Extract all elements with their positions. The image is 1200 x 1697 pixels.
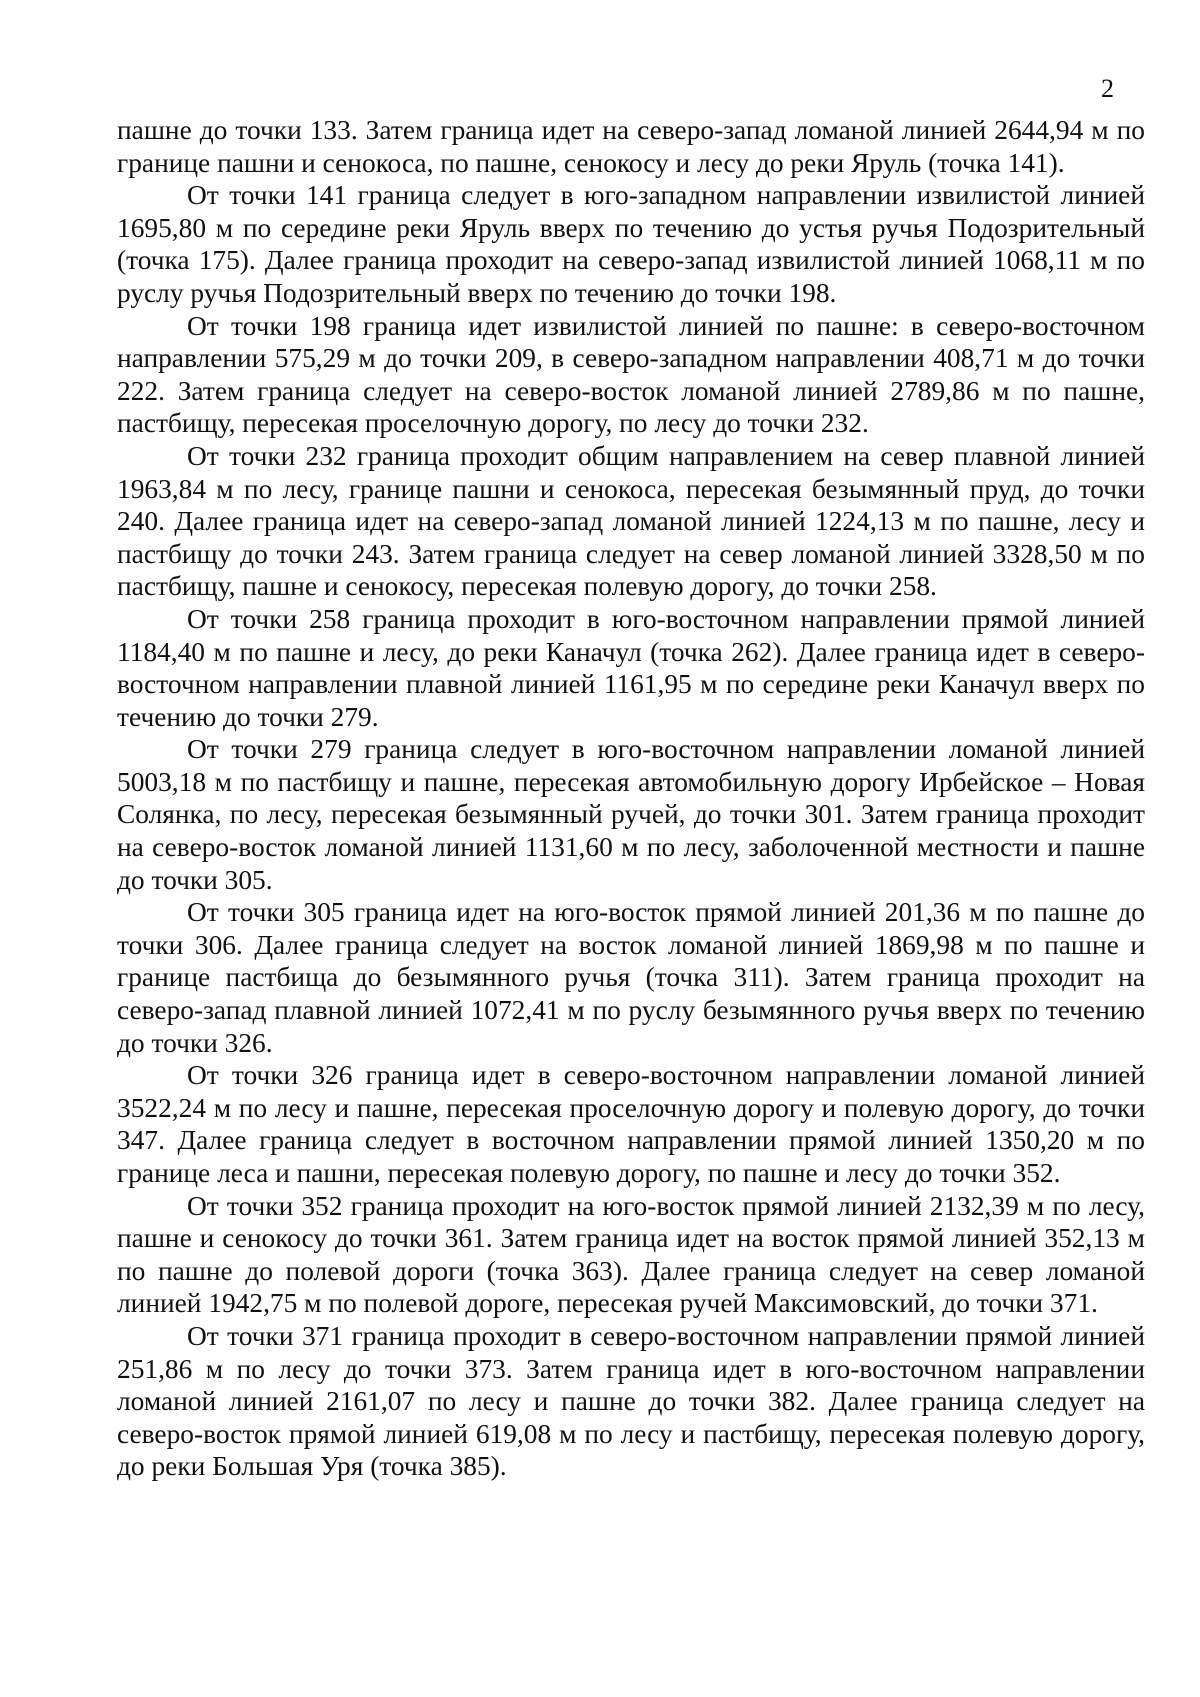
document-body — [117, 114, 1145, 1483]
paragraph: От точки 232 граница проходит общим направлением на север плавной линией 1963,84 м по лесу, границе пашни и сенокоса, пересекая безымянный пруд, до точки 240. Далее граница идет на северо-запад ломаной линией 1224,13 м по пашне, лесу и пастбищу до точки 243. Затем граница следует на север ломаной линией 3328,50 м по пастбищу, пашне и сенокосу, пересекая полевую дорогу, до точки 258. — [117, 440, 1145, 602]
paragraph: От точки 198 граница идет извилистой линией по пашне: в северо-восточном направлении 575,29 м до точки 209, в северо-западном направлении 408,71 м до точки 222. Затем граница следует на северо-восток ломаной линией 2789,86 м по пашне, пастбищу, пересекая проселочную дорогу, по лесу до точки 232. — [117, 310, 1145, 439]
paragraph: От точки 305 граница идет на юго-восток прямой линией 201,36 м по пашне до точки 306. Далее граница следует на восток ломаной линией 1869,98 м по пашне и границе пастбища до безымянного ручья (точка 311). Затем граница проходит на северо-запад плавной линией 1072,41 м по руслу безымянного ручья вверх по течению до точки 326. — [117, 897, 1145, 1058]
paragraph-continuation: пашне до точки 133. Затем граница идет на северо-запад ломаной линией 2644,94 м по границе пашни и сенокоса, по пашне, сенокосу и лесу до реки Яруль (точка 141). — [117, 115, 1145, 178]
paragraph: От точки 279 граница следует в юго-восточном направлении ломаной линией 5003,18 м по пастбищу и пашне, пересекая автомобильную дорогу Ирбейское – Новая Солянка, по лесу, пересекая безымянный ручей, до точки 301. Затем граница проходит на северо-восток ломаной линией 1131,60 м по лесу, заболоченной местности и пашне до точки 305. — [117, 734, 1145, 895]
page-number: 2 — [1101, 74, 1114, 103]
paragraph: От точки 326 граница идет в северо-восточном направлении ломаной линией 3522,24 м по лесу и пашне, пересекая проселочную дорогу и полевую дорогу, до точки 347. Далее граница следует в восточном направлении прямой линией 1350,20 м по границе леса и пашни, пересекая полевую дорогу, по пашне и лесу до точки 352. — [117, 1060, 1145, 1188]
paragraph: От точки 141 граница следует в юго-западном направлении извилистой линией 1695,80 м по середине реки Яруль вверх по течению до устья ручья Подозрительный (точка 175). Далее граница проходит на северо-запад извилистой линией 1068,11 м по руслу ручья Подозрительный вверх по течению до точки 198. — [117, 180, 1145, 308]
paragraph: От точки 371 граница проходит в северо-восточном направлении прямой линией 251,86 м по лесу до точки 373. Затем граница идет в юго-восточном направлении ломаной линией 2161,07 по лесу и пашне до точки 382. Далее граница следует на северо-восток прямой линией 619,08 м по лесу и пастбищу, пересекая полевую дорогу, до реки Большая Уря (точка 385). — [117, 1320, 1145, 1482]
paragraph: От точки 352 граница проходит на юго-восток прямой линией 2132,39 м по лесу, пашне и сенокосу до точки 361. Затем граница идет на восток прямой линией 352,13 м по пашне до полевой дороги (точка 363). Далее граница следует на север ломаной линией 1942,75 м по полевой дороге, пересекая ручей Максимовский, до точки 371. — [117, 1190, 1145, 1319]
paragraph: От точки 258 граница проходит в юго-восточном направлении прямой линией 1184,40 м по пашне и лесу, до реки Каначул (точка 262). Далее граница идет в северо-восточном направлении плавной линией 1161,95 м по середине реки Каначул вверх по течению до точки 279. — [117, 603, 1145, 732]
